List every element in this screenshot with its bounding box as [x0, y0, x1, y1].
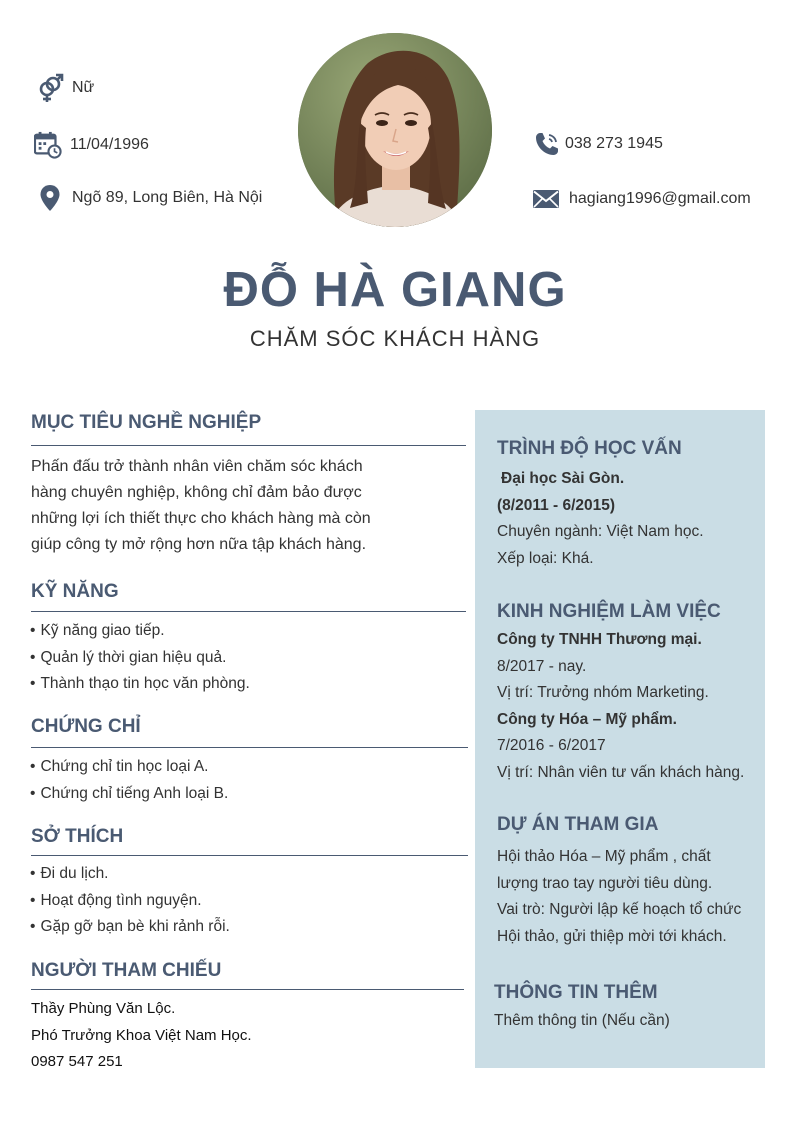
education-major: Chuyên ngành: Việt Nam học. [497, 523, 704, 540]
objective-line: Phấn đấu trở thành nhân viên chăm sóc khách [31, 458, 363, 475]
education-grade: Xếp loại: Khá. [497, 549, 594, 567]
full-name: ĐỖ HÀ GIANG [223, 263, 567, 317]
project-line: Vai trò: Người lập kế hoạch tổ chức [497, 901, 742, 918]
education-period: (8/2011 - 6/2015) [497, 496, 616, 514]
education-title: TRÌNH ĐỘ HỌC VẤN [497, 438, 682, 459]
reference-name: Thầy Phùng Văn Lộc. [31, 1000, 176, 1017]
projects-title: DỰ ÁN THAM GIA [497, 814, 659, 835]
email-row [531, 185, 751, 213]
hobbies-list [30, 861, 230, 941]
objective-title: MỤC TIÊU NGHỀ NGHIỆP [31, 412, 262, 433]
job-company: Công ty TNHH Thương mại. [497, 631, 702, 648]
list-item: • Gặp gỡ bạn bè khi rảnh rỗi. [30, 914, 230, 941]
job-position: Vị trí: Nhân viên tư vấn khách hàng. [497, 763, 745, 781]
list-item: • Chứng chỉ tin học loại A. [30, 754, 228, 781]
certificates-list [30, 754, 228, 807]
calendar-icon [34, 131, 62, 159]
list-item: • Hoạt động tình nguyện. [30, 888, 230, 915]
job-period: 7/2016 - 6/2017 [497, 737, 606, 754]
certificates-title: CHỨNG CHỈ [31, 716, 141, 737]
job-position: Vị trí: Trưởng nhóm Marketing. [497, 684, 709, 701]
email-envelope-icon [531, 185, 561, 213]
objective-divider [31, 445, 466, 446]
project-line: Hội thảo Hóa – Mỹ phẩm , chất [497, 848, 711, 865]
location-pin-icon [36, 184, 64, 212]
email-value: hagiang1996@gmail.com [569, 190, 751, 207]
job-company: Công ty Hóa – Mỹ phẩm. [497, 710, 677, 728]
phone-icon [533, 130, 561, 158]
gender-icon [36, 74, 64, 102]
objective-text [31, 454, 371, 558]
reference-phone: 0987 547 251 [31, 1053, 123, 1070]
birthdate-value: 11/04/1996 [70, 136, 149, 153]
skills-list [30, 618, 250, 698]
gender-value: Nữ [72, 79, 95, 96]
address-value: Ngõ 89, Long Biên, Hà Nội [72, 189, 263, 206]
references-title: NGƯỜI THAM CHIẾU [31, 960, 222, 981]
list-item: • Đi du lịch. [30, 861, 230, 888]
list-item: • Kỹ năng giao tiếp. [30, 618, 250, 645]
list-item: • Quản lý thời gian hiệu quả. [30, 645, 250, 672]
profile-photo [298, 33, 492, 227]
project-line: lượng trao tay người tiêu dùng. [497, 874, 713, 892]
project-line: Hội thảo, gửi thiệp mời tới khách. [497, 927, 727, 945]
education-details [497, 466, 704, 572]
extra-info-text: Thêm thông tin (Nếu cần) [494, 1012, 670, 1029]
references-divider [31, 989, 464, 990]
reference-title: Phó Trưởng Khoa Việt Nam Học. [31, 1026, 252, 1044]
birthdate-row [34, 131, 149, 159]
address-row [36, 184, 262, 212]
hobbies-divider [31, 855, 468, 856]
hobbies-title: SỞ THÍCH [31, 826, 124, 847]
phone-value: 038 273 1945 [565, 135, 663, 152]
education-school: Đại học Sài Gòn. [501, 470, 625, 487]
job-role: CHĂM SÓC KHÁCH HÀNG [249, 326, 541, 351]
experience-title: KINH NGHIỆM LÀM VIỆC [497, 601, 721, 622]
references-text [31, 996, 252, 1076]
job-period: 8/2017 - nay. [497, 657, 587, 675]
extra-info-title: THÔNG TIN THÊM [494, 982, 658, 1003]
objective-line: những lợi ích thiết thực cho khách hàng mà còn [31, 510, 371, 527]
objective-line: giúp công ty mở rộng hơn nữa tập khách hàng. [31, 536, 367, 553]
objective-line: hàng chuyên nghiệp, không chỉ đảm bảo được [31, 484, 362, 501]
projects-text [497, 844, 741, 950]
skills-title: KỸ NĂNG [31, 581, 119, 602]
experience-list [497, 627, 744, 786]
gender-row [36, 74, 94, 102]
skills-divider [31, 611, 466, 612]
list-item: • Chứng chỉ tiếng Anh loại B. [30, 781, 228, 808]
phone-row [533, 130, 663, 158]
certificates-divider [31, 747, 468, 748]
list-item: • Thành thạo tin học văn phòng. [30, 671, 250, 698]
